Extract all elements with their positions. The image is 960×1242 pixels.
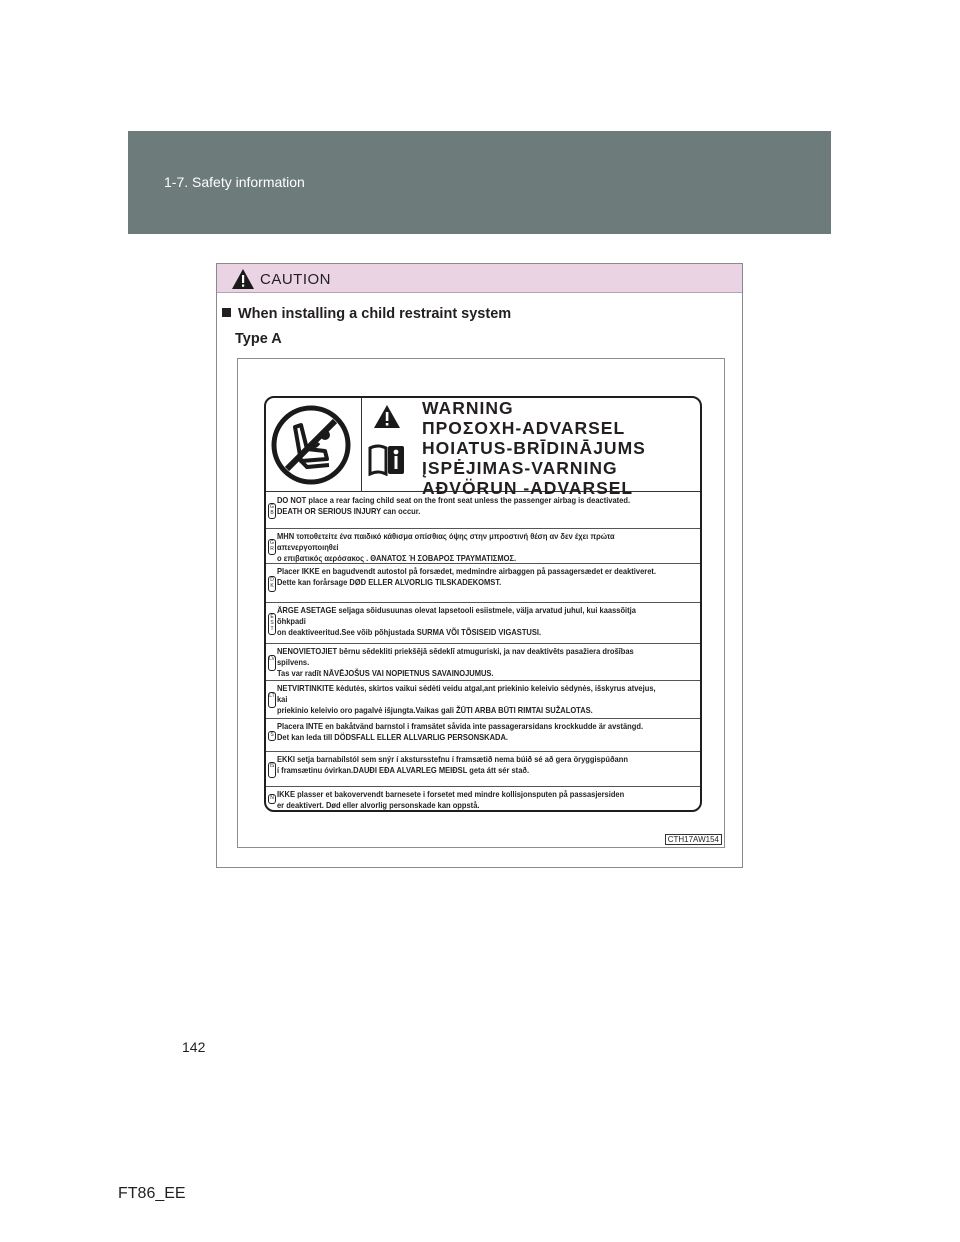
warning-label-figure (237, 358, 725, 848)
warning-row (266, 563, 700, 603)
bullet-text: When installing a child restraint system (238, 306, 512, 322)
language-code-badge: LV (268, 655, 276, 671)
figure-code: CTH17AW154 (665, 834, 722, 845)
caution-box (216, 263, 743, 868)
warning-label (264, 396, 702, 812)
exclamation-triangle-icon (373, 404, 401, 429)
manual-book-icon (368, 442, 406, 476)
language-code-badge: EST (268, 613, 276, 635)
warning-row (266, 786, 700, 810)
warning-row (266, 528, 700, 564)
warning-headings (422, 398, 696, 498)
warning-row (266, 751, 700, 787)
caution-title: CAUTION (260, 271, 331, 288)
type-label: Type A (235, 331, 282, 347)
warning-text: ÄRGE ASETAGE seljaga sõidusuunas olevat lapsetooli esiistmele, välja arvatud juhul, kui kaassõitja õhkpadi on deaktiveeritud.See võib põhjustada SURMA VÕI TÕSISEID VIGASTUSI. (277, 606, 636, 637)
label-top (266, 398, 700, 498)
page-number: 142 (182, 1039, 206, 1055)
warning-row (266, 492, 700, 529)
bullet-heading (222, 306, 511, 322)
no-rear-facing-child-seat-icon (271, 405, 351, 485)
language-code-badge: IS (268, 762, 276, 778)
language-code-badge: N (268, 794, 276, 804)
section-title: 1-7. Safety information (164, 174, 305, 190)
warning-row (266, 643, 700, 681)
warning-row (266, 680, 700, 719)
label-divider (361, 398, 362, 491)
heading-line: HOIATUS-BRĪDINĀJUMS (422, 438, 646, 458)
warning-row (266, 602, 700, 644)
warning-triangle-icon (231, 268, 255, 290)
section-header (128, 131, 831, 234)
warning-text: EKKI setja barnabílstól sem snýr í akstursstefnu í framsætið nema búið sé að gera öryggispúðann í framsætinu óvirkan.DAUÐI EÐA ALVARLEG MEIÐSL geta átt sér stað. (277, 755, 628, 775)
language-code-badge: GR (268, 539, 276, 555)
language-code-badge: GB (268, 503, 276, 519)
caution-header (217, 264, 742, 293)
language-code-badge: LT (268, 692, 276, 708)
heading-line: WARNING (422, 398, 514, 418)
footer-code: FT86_EE (118, 1185, 186, 1202)
warning-text: Placera INTE en bakåtvänd barnstol i framsätet såvida inte passagerarsidans krockkudde är avstängd. Det kan leda till DÖDSFALL ELLER ALLVARLIG PERSONSKADA. (277, 722, 644, 742)
warning-text: Placer IKKE en bagudvendt autostol på forsædet, medmindre airbaggen på passagersædet er deaktiveret. Dette kan forårsage DØD ELLER ALVORLIG TILSKADEKOMST. (277, 567, 656, 587)
bullet-square-icon (222, 308, 231, 317)
warning-text: NETVIRTINKITE kėdutės, skirtos vaikui sėdėti veidu atgal,ant priekinio keleivio sėdynės, išskyrus atvejus, kai priekinio keleivio oro pagalvė išjungta.Vaikas gali ŽŪTI ARBA BŪTI RIMTAI SUŽALOTAS. (277, 684, 656, 715)
language-code-badge: S (268, 731, 276, 741)
warning-text: ΜΗΝ τοποθετείτε ένα παιδικό κάθισμα οπίσθιας όψης στην μπροστινή θέση αν δεν έχει πρώτα απενεργοποιηθεί ο επιβατικός αερόσακος . ΘΑΝΑΤΟΣ Ή ΣΟΒΑΡΟΣ ΤΡΑΥΜΑΤΙΣΜΟΣ. (277, 532, 615, 563)
heading-line: ĮSPĖJIMAS-VARNING (422, 458, 618, 478)
warning-text: DO NOT place a rear facing child seat on the front seat unless the passenger airbag is deactivated. DEATH OR SERIOUS INJURY can occur. (277, 496, 631, 516)
heading-line: AÐVÖRUN -ADVARSEL (422, 478, 634, 498)
warning-text: IKKE plasser et bakovervendt barnesete i forsetet med mindre kollisjonsputen på passasjersiden er deaktivert. Død eller alvorlig personskade kan oppstå. (277, 790, 625, 810)
warning-row (266, 718, 700, 752)
warning-text: NENOVIETOJIET bērnu sēdekliti priekšējā sēdeklī atmuguriski, ja nav deaktivēts pasažiera drošības spilvens. Tas var radīt NĀVĒJOŠUS VAI NOPIETNUS SAVAINOJUMUS. (277, 647, 634, 678)
language-code-badge: DK (268, 576, 276, 592)
heading-line: ΠΡΟΣΟΧΗ-ADVARSEL (422, 418, 626, 438)
